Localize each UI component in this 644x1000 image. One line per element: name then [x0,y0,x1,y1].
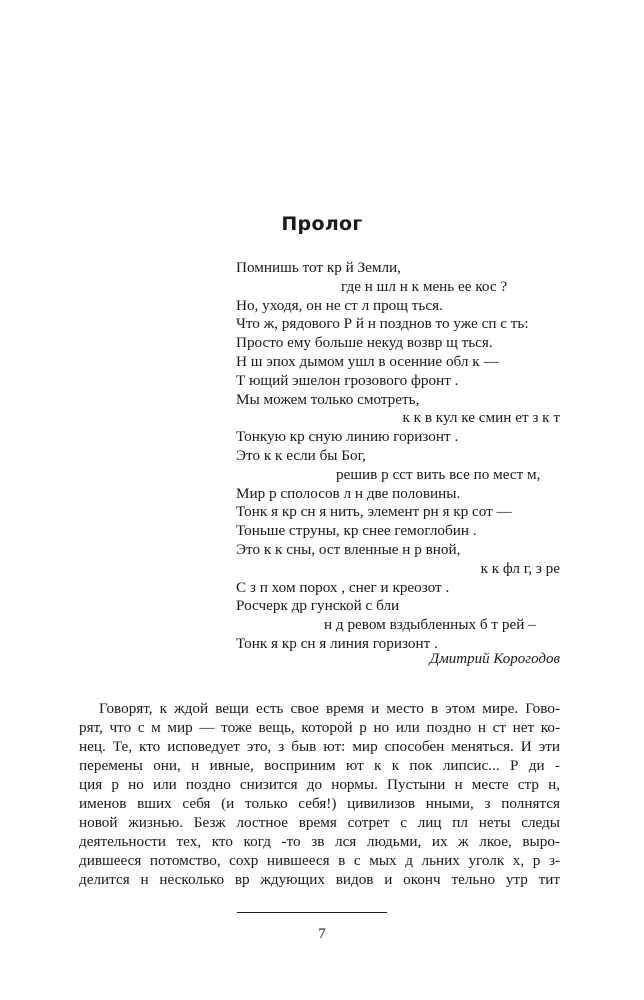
poem-line: Это к к сны, ост вленные н р вной, [236,540,461,558]
poem-line: Это к к если бы Бог, [236,446,366,464]
paragraph-line: делится н несколько вр ждующих видов и оконч тельно утр тит [79,871,560,888]
poem-line: решив р сст вить все по мест м, [336,465,541,483]
poem-line: Тоньше струны, кр снее гемоглобин . [236,522,477,540]
poem-line: Тонк я кр сн я линия горизонт . [236,634,438,652]
paragraph-line: дившееся потомство, сохр нившееся в с мых д льних уголк х, р з- [79,852,560,869]
poem-line: Тонк я кр сн я нить, элемент рн я кр сот — [236,503,512,521]
paragraph-line: нец. Те, кто исповедует это, з быв ют: мир способен меняться. И эти [79,738,560,755]
paragraph-line: новой жизнью. Безж лостное время сотрет с лиц пл неты следы [79,814,560,831]
poem-line: Н ш эпох дымом ушл в осенние обл к — [236,352,499,370]
body-paragraph [79,699,560,889]
poem-line: Мир р сполосов л н две половины. [236,484,461,502]
poem-line: Но, уходя, он не ст л прощ ться. [236,296,443,314]
poem-line: Т ющий эшелон грозового фронт . [236,371,459,389]
poem-line: где н шл н к мень ее кос ? [341,277,508,295]
poem-line: Тонкую кр сную линию горизонт . [236,428,459,446]
poem-line: н д ревом вздыбленных б т рей – [324,616,536,634]
poem-line: к к в кул ке смин ет з к т [402,409,560,427]
paragraph-line: рят, что с м мир — тоже вещь, которой р но или поздно н ст нет ко- [79,719,560,736]
paragraph-line: ция р но или поздно снизится до нормы. Пустыни н месте стр н, [79,776,560,793]
paragraph-line: именов вших себя (и только себя!) цивилизов нными, з полнятся [79,795,560,812]
paragraph-line: перемены они, н ивные, восприним ют к к пок липсис... Р ди - [79,757,560,774]
poem-author: Дмитрий Корогодов [429,651,560,667]
poem-line: Росчерк др гунской с бли [236,597,400,615]
epigraph-poem [236,259,560,654]
prologue-title: Пролог [281,213,363,235]
poem-line: С з п хом порох , снег и креозот . [236,578,450,596]
footer-rule [237,912,387,913]
poem-line: Помнишь тот кр й Земли, [236,259,401,276]
poem-line: Мы можем только смотреть, [236,390,420,408]
page-number: 7 [318,926,326,942]
paragraph-line: деятельности тех, кто когд -то зв лся людьми, их ж лкое, выро- [79,833,560,850]
paragraph-line: Говорят, к ждой вещи есть свое время и место в этом мире. Гово- [99,700,560,717]
poem-line: Просто ему больше некуд возвр щ ться. [236,334,493,352]
poem-line: Что ж, рядового Р й н позднов то уже сп с ть: [236,315,529,333]
poem-line: к к фл г, з ре [480,559,560,577]
